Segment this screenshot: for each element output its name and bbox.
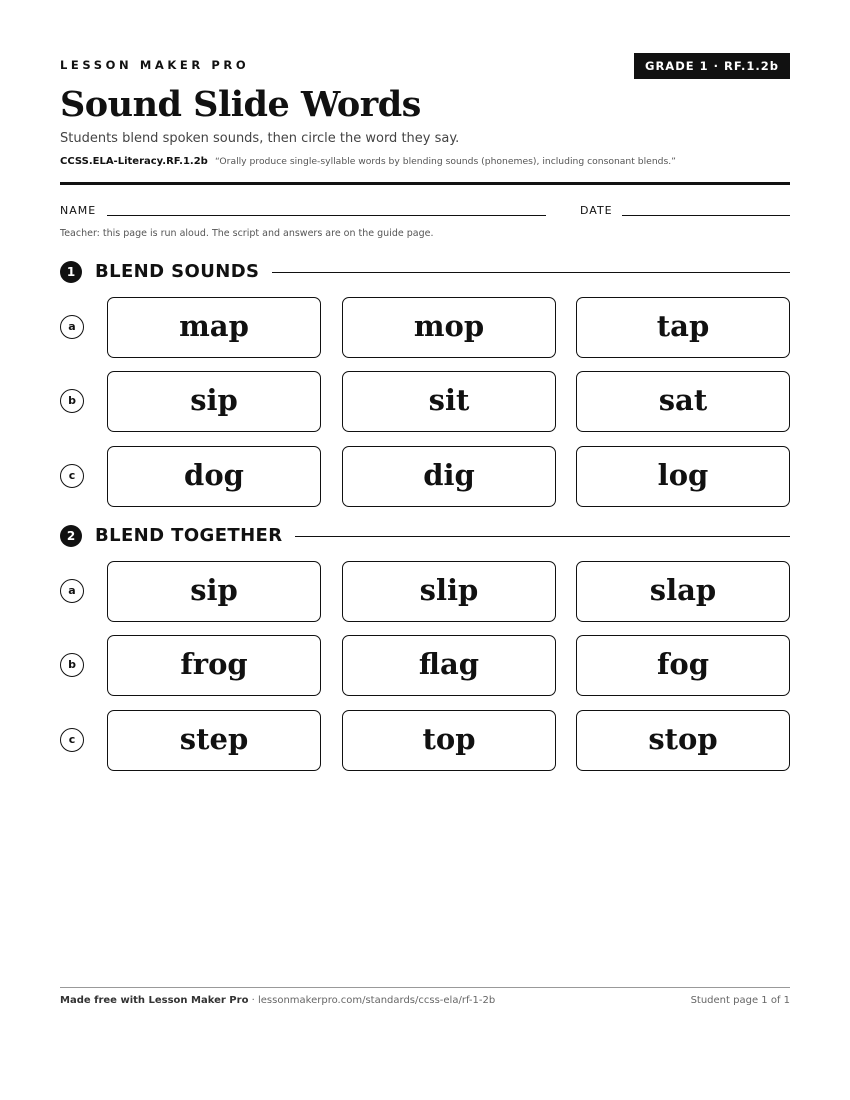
date-label: DATE — [580, 204, 613, 217]
standard-quote: “Orally produce single-syllable words by blending sounds (phonemes), including consonant blends.” — [215, 156, 676, 167]
date-field[interactable] — [622, 215, 790, 216]
footer-made-with: Made free with Lesson Maker Pro — [60, 995, 249, 1006]
item-letter: a — [60, 579, 84, 603]
footer-url[interactable]: lessonmakerpro.com/standards/ccss-ela/rf-1-2b — [257, 995, 496, 1006]
item-letter: b — [60, 389, 84, 413]
word-card[interactable]: flag — [342, 635, 556, 696]
item-letter: c — [60, 728, 84, 752]
footer-credit — [60, 995, 495, 1006]
word-card[interactable]: dog — [107, 446, 321, 507]
header-divider — [60, 182, 790, 185]
section-heading — [60, 261, 790, 283]
item-row — [60, 371, 790, 433]
word-card[interactable]: step — [107, 710, 321, 771]
page-subtitle: Students blend spoken sounds, then circle the word they say. — [60, 131, 460, 146]
section-heading — [60, 525, 790, 547]
section-rule — [272, 272, 790, 273]
word-card[interactable]: sit — [342, 371, 556, 432]
footer-page-label: Student page 1 of 1 — [690, 995, 790, 1006]
teacher-note: Teacher: this page is run aloud. The script and answers are on the guide page. — [60, 228, 434, 239]
word-card[interactable]: sat — [576, 371, 790, 432]
name-field[interactable] — [107, 215, 546, 216]
item-letter: c — [60, 464, 84, 488]
item-row — [60, 297, 790, 359]
item-row — [60, 635, 790, 697]
brand-name: LESSON MAKER PRO — [60, 58, 250, 72]
grade-badge: GRADE 1 · RF.1.2b — [634, 53, 790, 79]
section-number: 1 — [60, 261, 82, 283]
standard-code: CCSS.ELA-Literacy.RF.1.2b — [60, 156, 208, 167]
section-title: BLEND SOUNDS — [95, 261, 271, 283]
word-card[interactable]: slip — [342, 561, 556, 622]
word-card[interactable]: mop — [342, 297, 556, 358]
item-row — [60, 446, 790, 508]
word-card[interactable]: top — [342, 710, 556, 771]
footer-separator: · — [248, 995, 258, 1006]
item-row — [60, 561, 790, 623]
word-card[interactable]: log — [576, 446, 790, 507]
name-label: NAME — [60, 204, 97, 217]
word-card[interactable]: dig — [342, 446, 556, 507]
word-card[interactable]: sip — [107, 371, 321, 432]
word-card[interactable]: map — [107, 297, 321, 358]
worksheet-page — [60, 0, 790, 1100]
word-card[interactable]: stop — [576, 710, 790, 771]
word-card[interactable]: sip — [107, 561, 321, 622]
footer-divider — [60, 987, 790, 988]
word-card[interactable]: slap — [576, 561, 790, 622]
word-card[interactable]: tap — [576, 297, 790, 358]
item-letter: a — [60, 315, 84, 339]
page-title: Sound Slide Words — [60, 84, 421, 125]
section-number: 2 — [60, 525, 82, 547]
item-letter: b — [60, 653, 84, 677]
word-card[interactable]: fog — [576, 635, 790, 696]
section-rule — [295, 536, 790, 537]
standard-line — [60, 156, 676, 167]
section-title: BLEND TOGETHER — [95, 525, 295, 547]
name-date-row — [60, 204, 790, 218]
item-row — [60, 710, 790, 772]
word-card[interactable]: frog — [107, 635, 321, 696]
